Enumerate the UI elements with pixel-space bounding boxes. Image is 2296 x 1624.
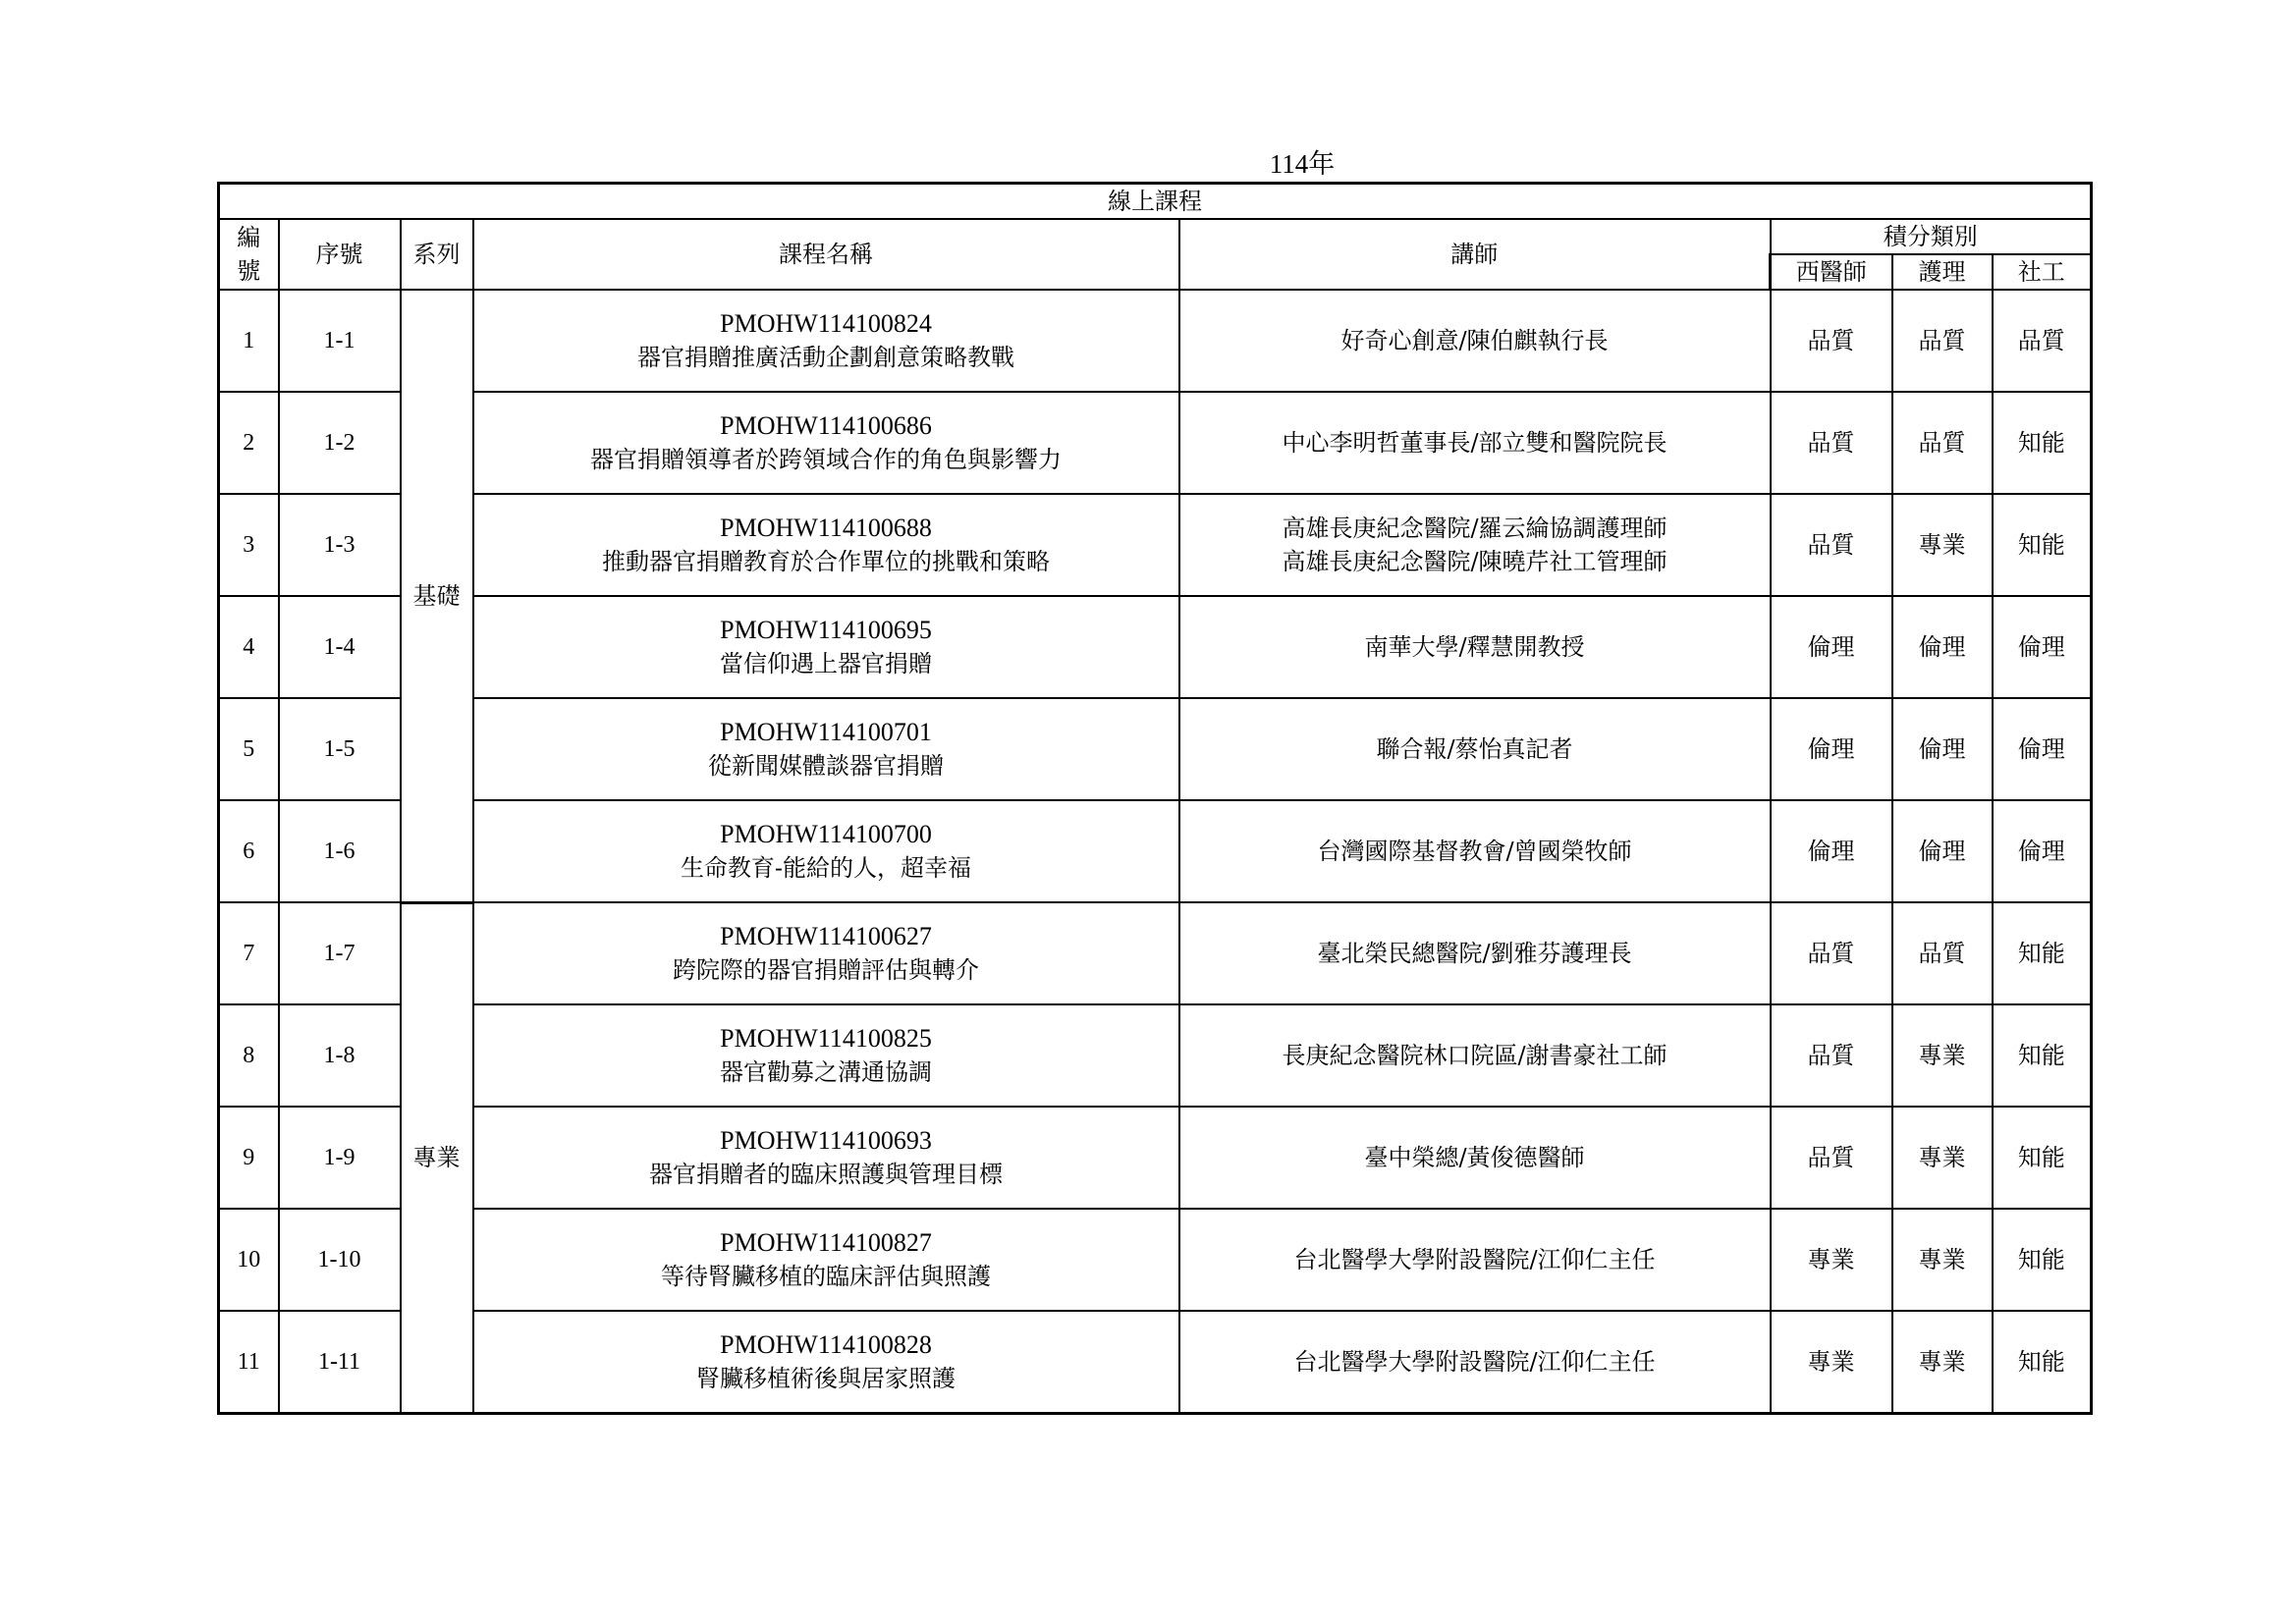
row-seq: 1-1 [279, 290, 401, 392]
table-row [219, 596, 2092, 698]
course-cell [473, 1311, 1179, 1413]
header-credit-group: 積分類別 [1771, 219, 2092, 254]
row-seq: 1-7 [279, 902, 401, 1004]
lecturer-cell [1179, 1209, 1771, 1311]
credit-doctor: 品質 [1771, 290, 1892, 392]
page-title: 114年 [1269, 149, 1336, 179]
lecturer-line: 臺中榮總/黃俊德醫師 [1364, 1144, 1585, 1171]
row-no: 7 [219, 902, 279, 1004]
row-no: 5 [219, 698, 279, 800]
lecturer-line: 聯合報/蔡怡真記者 [1376, 735, 1573, 763]
row-seq: 1-3 [279, 494, 401, 596]
credit-doctor: 品質 [1771, 902, 1892, 1004]
course-name: 器官捐贈者的臨床照護與管理目標 [649, 1161, 1003, 1188]
header-series: 系列 [401, 219, 473, 290]
course-code: PMOHW114100627 [720, 922, 932, 950]
header-no: 編號 [219, 219, 279, 290]
header-credit-doctor: 西醫師 [1771, 254, 1892, 290]
lecturer-line: 南華大學/釋慧開教授 [1364, 633, 1585, 661]
row-no: 4 [219, 596, 279, 698]
credit-nurse: 專業 [1892, 1004, 1993, 1107]
row-no: 6 [219, 800, 279, 902]
course-name: 等待腎臟移植的臨床評估與照護 [661, 1263, 991, 1290]
credit-nurse: 專業 [1892, 1209, 1993, 1311]
course-code: PMOHW114100693 [720, 1126, 932, 1155]
lecturer-line: 高雄長庚紀念醫院/羅云綸協調護理師 [1282, 514, 1667, 542]
lecturer-line: 好奇心創意/陳伯麒執行長 [1340, 327, 1609, 354]
row-no: 8 [219, 1004, 279, 1107]
course-cell [473, 494, 1179, 596]
course-code: PMOHW114100824 [720, 309, 932, 338]
credit-doctor: 專業 [1771, 1311, 1892, 1413]
lecturer-cell [1179, 698, 1771, 800]
credit-social: 倫理 [1993, 596, 2092, 698]
table-row [219, 1004, 2092, 1107]
row-seq: 1-10 [279, 1209, 401, 1311]
credit-nurse: 倫理 [1892, 596, 1993, 698]
course-name: 從新聞媒體談器官捐贈 [708, 752, 944, 780]
course-code: PMOHW114100828 [720, 1329, 932, 1359]
credit-social: 知能 [1993, 494, 2092, 596]
row-seq: 1-5 [279, 698, 401, 800]
table-row [219, 1311, 2092, 1413]
course-cell [473, 1004, 1179, 1107]
credit-nurse: 專業 [1892, 1311, 1993, 1413]
table-row [219, 392, 2092, 494]
course-cell [473, 1107, 1179, 1209]
lecturer-cell [1179, 596, 1771, 698]
row-no: 1 [219, 290, 279, 392]
table-row [219, 800, 2092, 902]
lecturer-cell [1179, 1311, 1771, 1413]
course-cell [473, 698, 1179, 800]
credit-social: 知能 [1993, 902, 2092, 1004]
table-banner: 線上課程 [219, 184, 2092, 220]
lecturer-cell [1179, 392, 1771, 494]
credit-doctor: 品質 [1771, 494, 1892, 596]
row-seq: 1-11 [279, 1311, 401, 1413]
table-row [219, 902, 2092, 1004]
lecturer-cell [1179, 1004, 1771, 1107]
course-code: PMOHW114100700 [720, 820, 932, 848]
table-row [219, 1107, 2092, 1209]
series-cell: 基礎 [401, 290, 473, 902]
course-code: PMOHW114100827 [720, 1228, 932, 1257]
course-code: PMOHW114100701 [720, 718, 932, 746]
credit-doctor: 專業 [1771, 1209, 1892, 1311]
course-cell [473, 1209, 1179, 1311]
credit-social: 知能 [1993, 1311, 2092, 1413]
course-name: 器官勸募之溝通協調 [720, 1058, 932, 1086]
credit-nurse: 專業 [1892, 1107, 1993, 1209]
table-body [219, 290, 2092, 1413]
course-code: PMOHW114100686 [720, 411, 932, 440]
header-credit-nurse: 護理 [1892, 254, 1993, 290]
course-name: 跨院際的器官捐贈評估與轉介 [673, 956, 979, 984]
course-name: 當信仰遇上器官捐贈 [720, 650, 932, 677]
header-seq: 序號 [279, 219, 401, 290]
header-course: 課程名稱 [473, 219, 1179, 290]
lecturer-line: 台灣國際基督教會/曾國榮牧師 [1317, 838, 1632, 865]
course-cell [473, 596, 1179, 698]
credit-nurse: 品質 [1892, 392, 1993, 494]
credit-social: 知能 [1993, 392, 2092, 494]
row-no: 9 [219, 1107, 279, 1209]
row-no: 3 [219, 494, 279, 596]
lecturer-cell [1179, 1107, 1771, 1209]
row-seq: 1-8 [279, 1004, 401, 1107]
credit-doctor: 倫理 [1771, 596, 1892, 698]
lecturer-cell [1179, 800, 1771, 902]
lecturer-line: 高雄長庚紀念醫院/陳曉芹社工管理師 [1282, 548, 1667, 575]
lecturer-line: 臺北榮民總醫院/劉雅芬護理長 [1317, 940, 1632, 967]
credit-nurse: 專業 [1892, 494, 1993, 596]
lecturer-cell [1179, 494, 1771, 596]
credit-nurse: 品質 [1892, 902, 1993, 1004]
lecturer-cell [1179, 290, 1771, 392]
lecturer-line: 長庚紀念醫院林口院區/謝書豪社工師 [1282, 1042, 1667, 1069]
course-code: PMOHW114100695 [720, 616, 932, 644]
lecturer-line: 台北醫學大學附設醫院/江仰仁主任 [1293, 1347, 1656, 1376]
credit-nurse: 倫理 [1892, 800, 1993, 902]
credit-doctor: 品質 [1771, 392, 1892, 494]
row-seq: 1-4 [279, 596, 401, 698]
credit-social: 倫理 [1993, 698, 2092, 800]
course-cell [473, 290, 1179, 392]
credit-social: 知能 [1993, 1209, 2092, 1311]
course-cell [473, 902, 1179, 1004]
credit-doctor: 倫理 [1771, 800, 1892, 902]
row-no: 10 [219, 1209, 279, 1311]
table-row [219, 494, 2092, 596]
credit-social: 知能 [1993, 1107, 2092, 1209]
course-name: 推動器官捐贈教育於合作單位的挑戰和策略 [602, 548, 1050, 575]
course-table [217, 182, 2093, 1415]
credit-doctor: 倫理 [1771, 698, 1892, 800]
credit-social: 品質 [1993, 290, 2092, 392]
course-code: PMOHW114100825 [720, 1024, 932, 1053]
credit-doctor: 品質 [1771, 1004, 1892, 1107]
course-name: 器官捐贈推廣活動企劃創意策略教戰 [637, 344, 1014, 371]
row-seq: 1-9 [279, 1107, 401, 1209]
header-credit-social: 社工 [1993, 254, 2092, 290]
course-name: 器官捐贈領導者於跨領域合作的角色與影響力 [590, 446, 1062, 473]
series-cell: 專業 [401, 902, 473, 1413]
lecturer-line: 中心李明哲董事長/部立雙和醫院院長 [1282, 429, 1667, 457]
lecturer-cell [1179, 902, 1771, 1004]
lecturer-line: 台北醫學大學附設醫院/江仰仁主任 [1293, 1246, 1656, 1273]
course-cell [473, 800, 1179, 902]
row-no: 11 [219, 1311, 279, 1413]
course-name: 生命教育-能給的人，超幸福 [680, 854, 972, 882]
course-cell [473, 392, 1179, 494]
credit-social: 知能 [1993, 1004, 2092, 1107]
credit-doctor: 品質 [1771, 1107, 1892, 1209]
header-lecturer: 講師 [1179, 219, 1771, 290]
table-row [219, 1209, 2092, 1311]
row-seq: 1-2 [279, 392, 401, 494]
credit-social: 倫理 [1993, 800, 2092, 902]
row-seq: 1-6 [279, 800, 401, 902]
course-code: PMOHW114100688 [720, 514, 932, 542]
row-no: 2 [219, 392, 279, 494]
credit-nurse: 品質 [1892, 290, 1993, 392]
table-row [219, 698, 2092, 800]
credit-nurse: 倫理 [1892, 698, 1993, 800]
table-row [219, 290, 2092, 392]
course-name: 腎臟移植術後與居家照護 [696, 1364, 956, 1392]
